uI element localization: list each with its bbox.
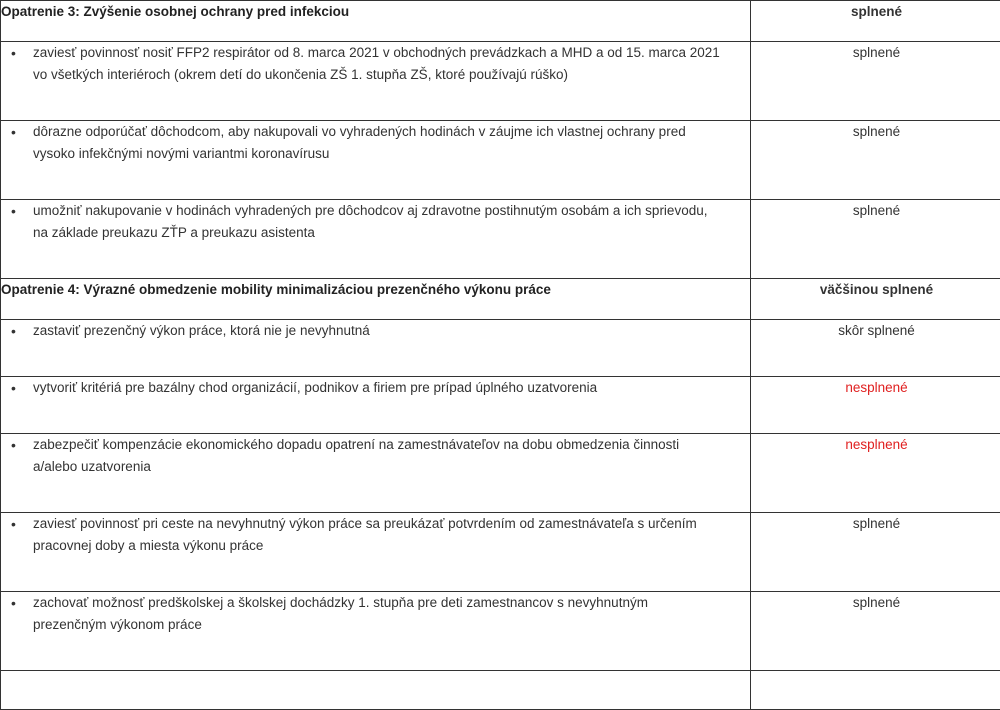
item-status: skôr splnené [838, 323, 915, 338]
measure-title-cell [1, 279, 751, 320]
measure-heading-row [1, 1, 1000, 42]
bullet-icon: • [11, 42, 33, 86]
measure-description-cell [1, 320, 751, 377]
status-cell [751, 671, 1000, 710]
measure-item-row [1, 592, 1000, 671]
measure-item-row [1, 377, 1000, 434]
measure-description-cell [1, 121, 751, 200]
measure-description-cell [1, 200, 751, 279]
measure-title: Opatrenie 4: Výrazné obmedzenie mobility minimalizáciou prezenčného výkonu práce [1, 282, 551, 297]
status-cell [751, 42, 1000, 121]
measure-description-cell [1, 513, 751, 592]
list-item [1, 320, 750, 342]
status-cell [751, 1, 1000, 42]
item-status: splnené [853, 203, 900, 218]
list-item [1, 377, 750, 399]
bullet-icon: • [11, 434, 33, 478]
bullet-icon: • [11, 377, 33, 399]
list-item [1, 42, 750, 86]
measure-description-cell [1, 434, 751, 513]
measure-item-row [1, 320, 1000, 377]
measure-item-row [1, 121, 1000, 200]
measure-item-row [1, 513, 1000, 592]
item-status: nesplnené [845, 380, 907, 395]
measure-status: väčšinou splnené [820, 282, 933, 297]
status-cell [751, 121, 1000, 200]
measure-item-text: zachovať možnosť predškolskej a školskej dochádzky 1. stupňa pre deti zamestnancov s nevyhnutným prezenčným výkonom práce [33, 592, 720, 636]
measure-item-text: zabezpečiť kompenzácie ekonomického dopadu opatrení na zamestnávateľov na dobu obmedzenia činnosti a/alebo uzatvorenia [33, 434, 720, 478]
list-item [1, 592, 750, 636]
status-cell [751, 377, 1000, 434]
item-status: splnené [853, 124, 900, 139]
measure-item-text: zaviesť povinnosť pri ceste na nevyhnutný výkon práce sa preukázať potvrdením od zamestnávateľa s určením pracovnej doby a miesta výkonu práce [33, 513, 720, 557]
status-cell [751, 279, 1000, 320]
list-item [1, 513, 750, 557]
measure-item-row [1, 200, 1000, 279]
status-cell [751, 434, 1000, 513]
bullet-icon: • [11, 200, 33, 244]
measure-heading-row [1, 279, 1000, 320]
item-status: splnené [853, 595, 900, 610]
measure-item-row [1, 42, 1000, 121]
list-item [1, 121, 750, 165]
measure-item-text: zastaviť prezenčný výkon práce, ktorá nie je nevyhnutná [33, 320, 720, 342]
bullet-icon: • [11, 320, 33, 342]
status-cell [751, 320, 1000, 377]
measure-description-cell [1, 377, 751, 434]
status-cell [751, 592, 1000, 671]
item-status: splnené [853, 45, 900, 60]
item-status: nesplnené [845, 437, 907, 452]
measure-item-row [1, 671, 1000, 710]
measure-item-text: dôrazne odporúčať dôchodcom, aby nakupovali vo vyhradených hodinách v záujme ich vlastnej ochrany pred vysoko infekčnými novými variantmi koronavírusu [33, 121, 720, 165]
bullet-icon: • [11, 513, 33, 557]
item-status: splnené [853, 516, 900, 531]
status-cell [751, 513, 1000, 592]
measure-item-text: vytvoriť kritériá pre bazálny chod organizácií, podnikov a firiem pre prípad úplného uzatvorenia [33, 377, 720, 399]
measure-description-cell [1, 42, 751, 121]
table-body [1, 1, 1000, 710]
measure-item-row [1, 434, 1000, 513]
bullet-icon: • [11, 592, 33, 636]
measure-title-cell [1, 1, 751, 42]
measure-item-text: zaviesť povinnosť nosiť FFP2 respirátor od 8. marca 2021 v obchodných prevádzkach a MHD a od 15. marca 2021 vo všetkých interiéroch (okrem detí do ukončenia ZŠ 1. stupňa ZŠ, ktoré používajú rúško) [33, 42, 720, 86]
bullet-icon: • [11, 121, 33, 165]
status-cell [751, 200, 1000, 279]
measure-description-cell [1, 592, 751, 671]
measure-status: splnené [851, 4, 902, 19]
measure-item-text: umožniť nakupovanie v hodinách vyhradených pre dôchodcov aj zdravotne postihnutým osobám a ich sprievodu, na základe preukazu ZŤP a preukazu asistenta [33, 200, 720, 244]
measure-title: Opatrenie 3: Zvýšenie osobnej ochrany pred infekciou [1, 4, 349, 19]
measure-description-cell [1, 671, 751, 710]
list-item [1, 200, 750, 244]
list-item [1, 434, 750, 478]
